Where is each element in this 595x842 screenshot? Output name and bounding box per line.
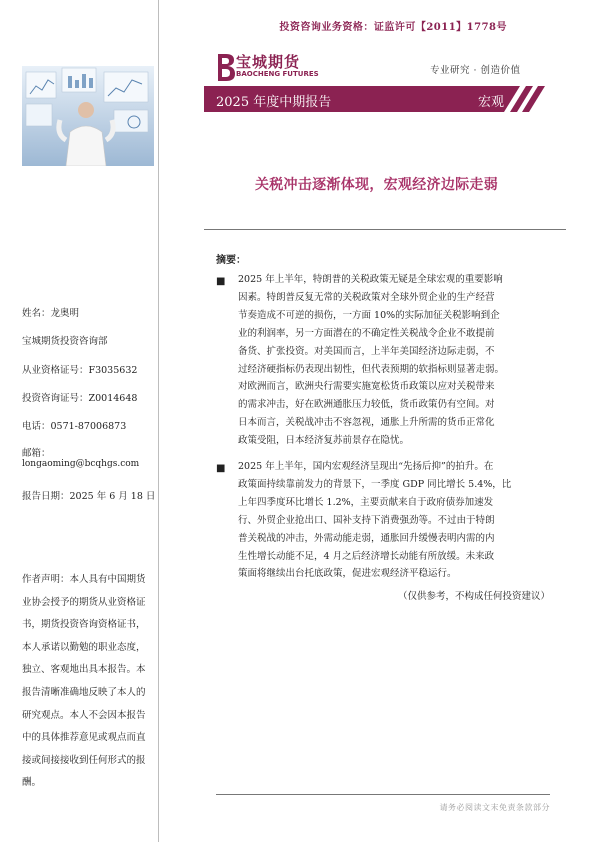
text-line: 过经济硬指标仍表现出韧性，但代表预期的软指标则显著走弱。 <box>238 363 505 375</box>
text-line: 书，期货投资咨询资格证书， <box>22 619 146 631</box>
brand-name-en: BAOCHENG FUTURES <box>236 70 319 78</box>
text-line: 因素。特朗普反复无常的关税政策对全球外贸企业的生产经营 <box>238 291 495 303</box>
report-date: 报告日期：2025 年 6 月 18 日 <box>22 491 156 502</box>
text-line: 本人承诺以勤勉的职业态度， <box>22 641 146 653</box>
text-line: 对欧洲而言，欧洲央行需要实施宽松货币政策以应对关税带来 <box>238 381 495 393</box>
slogan: 专业研究 · 创造价值 <box>430 65 521 76</box>
email-label: 邮箱： <box>22 448 51 459</box>
phone: 电话：0571-87006873 <box>22 421 127 432</box>
author-statement <box>22 569 156 795</box>
report-category: 宏观 <box>478 95 505 110</box>
bullet-icon: ■ <box>216 276 226 287</box>
text-line: 节奏造成不可逆的损伤，一方面 10%的实际加征关税影响到企 <box>238 309 500 321</box>
page-title: 关税冲击逐渐体现，宏观经济边际走弱 <box>254 177 499 193</box>
text-line: 接或间接接收到任何形式的报 <box>22 754 146 766</box>
author-name: 姓名：龙奥明 <box>22 308 80 319</box>
text-line: 业协会授予的期货从业资格证 <box>22 596 146 608</box>
brand-name: 宝城期货 <box>236 53 301 71</box>
brand-mark-icon <box>212 50 238 84</box>
text-line: 政策受阻，日本经济复苏前景存在隐忧。 <box>238 435 410 447</box>
department: 宝城期货投资咨询部 <box>22 336 108 347</box>
email-link[interactable]: longaoming@bcqhgs.com <box>22 459 140 469</box>
text-line: 日本而言，关税战冲击不容忽视，通胀上升所需的货币正常化 <box>238 417 495 429</box>
text-line: 的需求冲击，好在欧洲通胀压力较低，货币政策仍有空间。对 <box>238 399 495 411</box>
text-line: 政策面持续靠前发力的背景下，一季度 GDP 同比增长 5.4%，比 <box>238 478 512 490</box>
text-line: 酬。 <box>22 777 42 789</box>
abstract-paragraph-1 <box>238 271 552 450</box>
text-line: 作者声明：本人具有中国期货 <box>22 574 146 585</box>
text-line: 研究观点。本人不会因本报告 <box>22 709 146 721</box>
consult-cert-number: 投资咨询证号：Z0014648 <box>22 393 138 404</box>
abstract-label: 摘要： <box>216 255 246 266</box>
footer-disclaimer: 请务必阅读文末免责条款部分 <box>439 803 550 812</box>
abstract-paragraph-2 <box>238 458 552 583</box>
hero-image <box>22 66 154 166</box>
text-line: 2025 年上半年，国内宏观经济呈现出“先扬后抑”的拍升。在 <box>238 461 494 472</box>
text-line: 上年四季度环比增长 1.2%，主要贡献来自于政府债券加速发 <box>238 496 494 508</box>
text-line: 普关税战的冲击，外需动能走弱，通胀回升缓慢表明内需的内 <box>238 532 495 544</box>
title-divider <box>204 229 566 230</box>
license-header: 投资咨询业务资格：证监许可【2011】1778号 <box>279 22 507 33</box>
text-line: 业的利润率，另一方面潜在的不确定性关税战令企业不敢提前 <box>238 327 495 339</box>
footer-divider <box>216 794 550 795</box>
text-line: 生性增长动能不足，4 月之后经济增长动能有所放缓。未来政 <box>238 550 495 562</box>
text-line: 独立、客观地出具本报告。本 <box>22 664 146 676</box>
report-type: 2025 年度中期报告 <box>216 95 332 110</box>
text-line: 中的具体推荐意见或观点而直 <box>22 732 146 744</box>
text-line: 报告清晰准确地反映了本人的 <box>22 686 146 698</box>
advice-disclaimer: （仅供参考，不构成任何投资建议） <box>397 591 550 602</box>
qualification-number: 从业资格证号：F3035632 <box>22 365 138 376</box>
text-line: 行、外贸企业抢出口、国补支持下消费强劲等。不过由于特朗 <box>238 514 495 526</box>
text-line: 策面将继续出台托底政策，促进宏观经济平稳运行。 <box>238 568 457 580</box>
text-line: 备货、扩张投资。对美国而言，上半年美国经济边际走弱，不 <box>238 345 495 357</box>
text-line: 2025 年上半年，特朗普的关税政策无疑是全球宏观的重要影响 <box>238 274 503 285</box>
bullet-icon: ■ <box>216 463 226 474</box>
